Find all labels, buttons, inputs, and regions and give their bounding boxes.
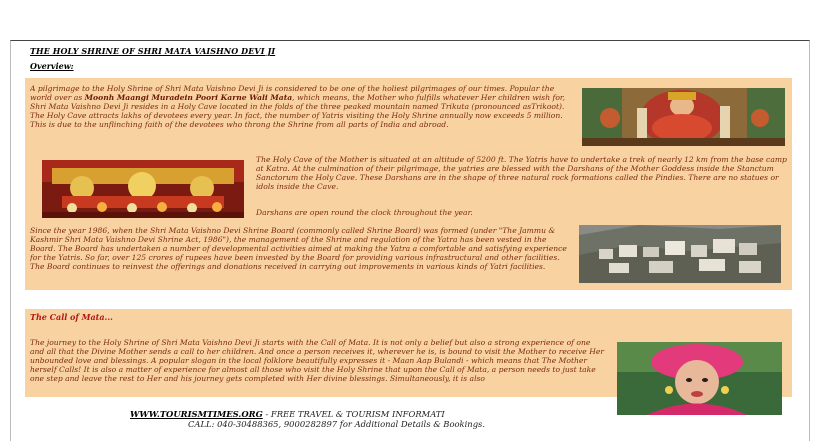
shrine-offerings-photo [42, 160, 244, 218]
paragraph-3-text: Since the year 1986, when the Shri Mata Vaishno Devi Shrine Board (commonly called Shrine Board) was formed (under "The Jammu & Kashmir Shri Mata Vaishno Devi Shrine Act, 1986"), the management of the Shrine and regulation of the Yatra has been vested in the Board. The Board has undertaken a number of developmental activities aimed at making the Yatra a comfortable and satisfying experience for the Yatris. So far, over 125 crores of rupees have been invested by the Board for providing various infrastructural and other facilities. The Board continues to reinvest the offerings and donations received in carrying out improvements in various kinds of Yatri facilities. [30, 227, 567, 271]
paragraph-2b [256, 209, 792, 219]
page-title: THE HOLY SHRINE OF SHRI MATA VAISHNO DEVI JI [30, 46, 276, 56]
paragraph-1-bold: Moonh Maangi Muradein Poori Karne Wali Mata [84, 92, 293, 102]
overview-heading: Overview: [30, 61, 74, 71]
footer-contact: CALL: 040-30488365, 9000282897 for Additional Details & Bookings. [188, 419, 486, 429]
footer-line-1 [130, 409, 445, 419]
paragraph-2-text: The Holy Cave of the Mother is situated at an altitude of 5200 ft. The Yatris have to undertake a trek of nearly 12 km from the base camp at Katra. At the culmination of their pilgrimage, the yatries are blessed with the Darshans of the Mother Goddess inside the Stanctum Sanctorum the Holy Cave. These Darshans are in the shape of three natural rock formations called the Pindies. There are no statues or idols inside the Cave. [256, 156, 787, 191]
paragraph-2 [256, 156, 792, 202]
call-heading-band [25, 309, 792, 337]
goddess-idol-photo [582, 88, 785, 146]
paragraph-1-intro: A pilgrimage to the Holy Shrine of Shri Mata Vaishno Devi Ji is considered to be one of the holiest pilgrimages of our times. Popular the world over as [30, 85, 555, 102]
paragraph-2b-text: Darshans are open round the clock throughout the year. [256, 209, 473, 217]
paragraph-1-rest: , which means, the Mother who fulfills whatever Her children wish for, Shri Mata Vaishno Devi Ji resides in a Holy Cave located in the folds of the three peaked mountain named Trikuta (pronounced asTrikoot). The Holy Cave attracts lakhs of devotees every year. In fact, the number of Yatris visiting the Holy Shrine annually now exceeds 5 million. This is due to the unflinching faith of the devotees who throng the Shrine from all parts of India and abroad. [30, 92, 566, 129]
paragraph-4 [30, 339, 606, 395]
paragraph-3 [30, 227, 570, 289]
footer-website-link[interactable]: WWW.TOURISMTIMES.ORG [130, 409, 263, 419]
paragraph-1 [30, 85, 570, 147]
mountain-town-photo [579, 225, 781, 283]
call-of-mata-heading: The Call of Mata... [30, 312, 113, 322]
child-portrait-photo [617, 342, 782, 415]
footer-tagline: - FREE TRAVEL & TOURISM INFORMATI [262, 409, 445, 419]
paragraph-4-text: The journey to the Holy Shrine of Shri Mata Vaishno Devi Ji starts with the Call of Mata. It is not only a belief but also a strong experience of one and all that the Divine Mother sends a call to her children. And once a person receives it, wherever he is, is bound to visit the Mother to receive Her unbounded love and blessings. A popular slogan in the local folklore beautifully expresses it - Maan Aap Bulandi - which means that The Mother herself Calls! It is also a matter of experience for almost all those who visit the Holy Shrine that upon the Call of Mata, a person needs to just take one step and leave the rest to Her and his journey gets completed with Her divine blessings. Simultaneously, it is also [30, 339, 604, 383]
